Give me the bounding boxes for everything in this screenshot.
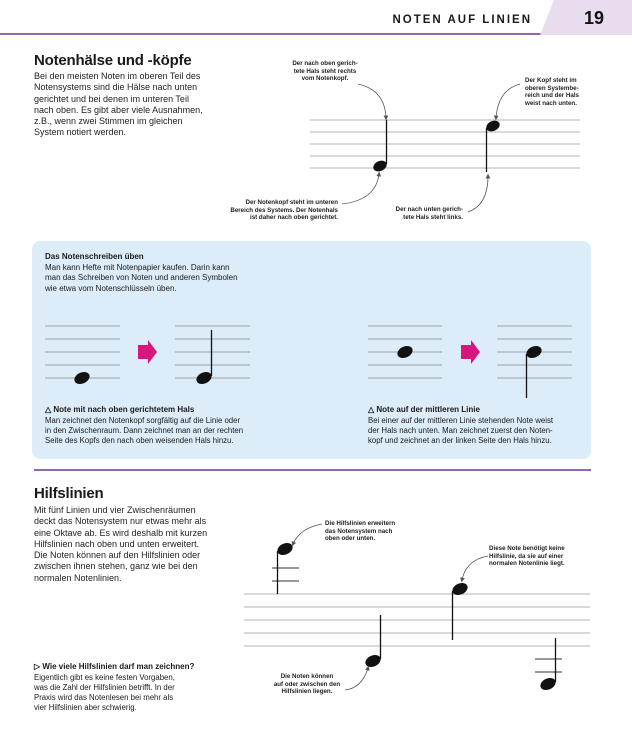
staff-ledger (244, 594, 590, 646)
tip-arrow-1 (138, 340, 157, 364)
tip-note-head-1 (72, 370, 91, 387)
section-body-hilfslinien: Mit fünf Linien und vier Zwischenräumen deckt das Notensystem nur etwas mehr als eine Oktave ab. Es wird deshalb mit kurzen Hilfslinien nach oben und unten erweitert. Die Noten können auf den Hilfslinien oder zwischen ihnen stehen, ganz wie bei den normalen Notenlinien. (34, 505, 208, 583)
staff-top (310, 120, 580, 168)
tip-staff-2 (175, 326, 250, 378)
question-text: Eigentlich gibt es keine festen Vorgaben, was die Zahl der Hilfslinien betrifft. In der Praxis wird das Notenlesen bei mehr als vier Hilfslinien aber schwierig. (34, 673, 175, 712)
note-stem-down (485, 119, 502, 172)
ledger-lines-upper (272, 568, 299, 581)
section-body-notenhaelse: Bei den meisten Noten im oberen Teil des Notensystems sind die Hälse nach unten gerichtet und bei denen im unteren Teil nach oben. Es gibt aber viele Ausnahmen, z.B., wenn zwei Stimmen im gleichen System notiert werden. (34, 71, 203, 138)
tip-text: Man kann Hefte mit Notenpapier kaufen. Darin kann man das Schreiben von Noten und anderen Symbolen wie etwa vom Notenschlüsseln üben. (45, 263, 238, 293)
tip-note-stem-down (524, 344, 543, 398)
note-stem-up (372, 120, 389, 173)
annotation-no-ledger: Diese Note benötigt keine Hilfslinie, da sie auf einer normalen Notenlinie liegt. (489, 545, 565, 568)
annotation-arrows-top (342, 84, 520, 212)
annotation-on-between: Die Noten können auf oder zwischen den Hilfslinien liegen. (273, 673, 341, 696)
tip-note-stem-up (194, 330, 213, 386)
annotation-stem-down-left: Der nach unten gerich- tete Hals steht links. (395, 206, 463, 221)
tip-staff-1 (45, 326, 120, 378)
annotation-stem-up-right: Der nach oben gerich- tete Hals steht rechts vom Notenkopf. (292, 60, 358, 83)
annotation-head-top: Der Kopf steht im oberen Systembe- reich und der Hals weist nach unten. (525, 77, 579, 107)
ledger-lines-lower (535, 659, 562, 672)
tip-note-head-2 (395, 344, 414, 361)
caption-title-stem-up: △ Note mit nach oben gerichtetem Hals (45, 405, 195, 414)
tip-arrow-2 (461, 340, 480, 364)
annotation-ledger-extend: Die Hilfslinien erweitern das Notensystem nach oben oder unten. (325, 520, 396, 543)
page-number: 19 (583, 8, 604, 28)
caption-text-middle-line: Bei einer auf der mittleren Linie stehenden Note weist der Hals nach unten. Man zeichnet zuerst den Noten- kopf und zeichnet an der linken Seite den Hals hinzu. (368, 416, 554, 446)
note-above-staff (275, 541, 294, 594)
note-in-staff (450, 581, 469, 640)
note-below-staff-1 (363, 615, 382, 669)
section-heading-hilfslinien: Hilfslinien (34, 485, 104, 502)
question-title: ▷ Wie viele Hilfslinien darf man zeichnen? (34, 662, 195, 671)
annotation-head-bottom: Der Notenkopf steht im unteren Bereich des Systems. Der Notenhals ist daher nach oben gerichtet. (230, 199, 338, 222)
section-heading-notenhaelse: Notenhälse und -köpfe (34, 52, 192, 69)
caption-title-middle-line: △ Note auf der mittleren Linie (368, 405, 480, 414)
caption-text-stem-up: Man zeichnet den Notenkopf sorgfältig auf die Linie oder in den Zwischenraum. Dann zeichnet man an der rechten Seite des Kopfs den nach oben weisenden Hals hinzu. (45, 416, 244, 446)
running-header: NOTEN AUF LINIEN (392, 14, 532, 26)
tip-title: Das Notenschreiben üben (45, 252, 144, 261)
